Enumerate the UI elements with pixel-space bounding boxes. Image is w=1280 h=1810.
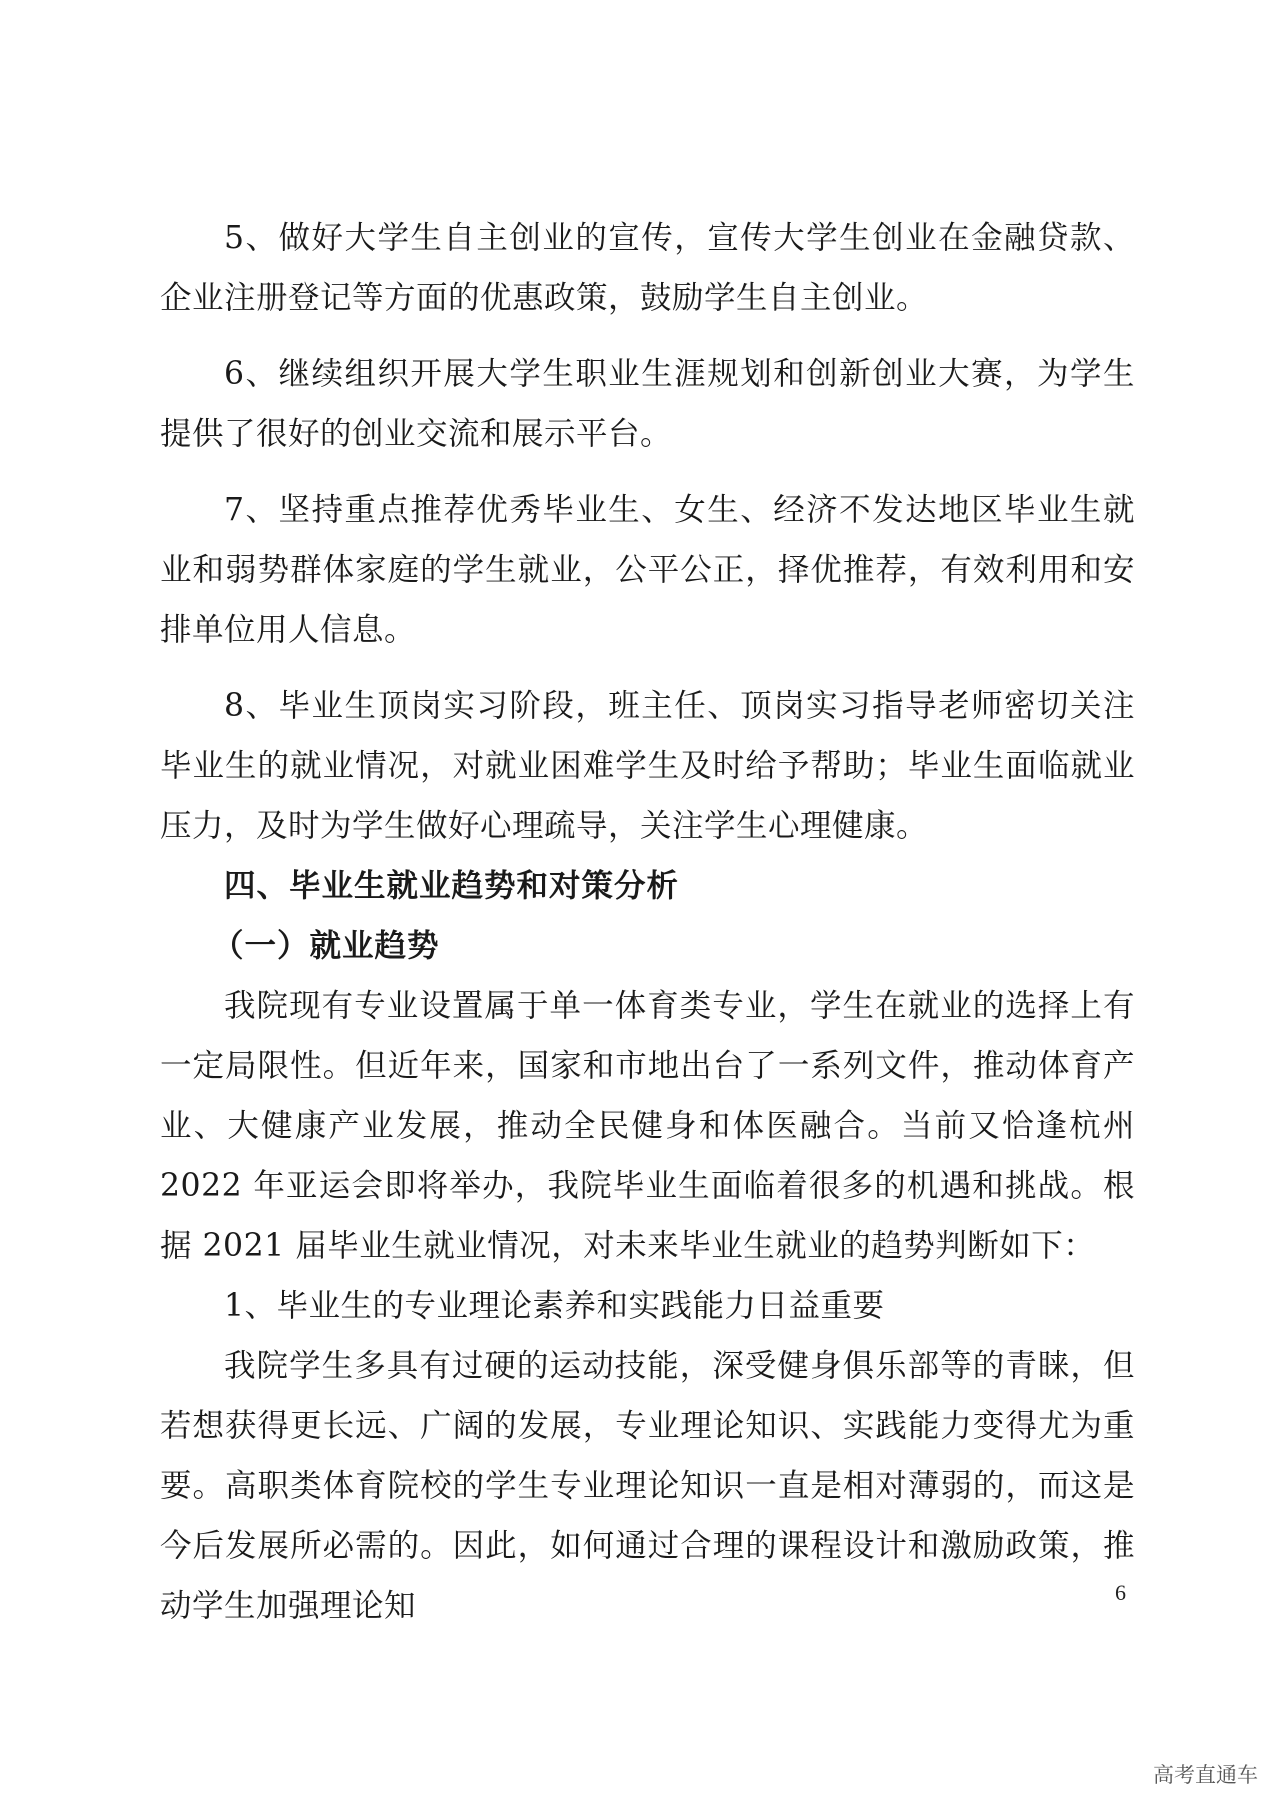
- subsection-heading: （一）就业趋势: [212, 927, 440, 964]
- paragraph-item-8: 8、毕业生顶岗实习阶段，班主任、顶岗实习指导老师密切关注毕业生的就业情况，对就业困难学生及时给予帮助；毕业生面临就业压力，及时为学生做好心理疏导，关注学生心理健康。: [160, 688, 1135, 844]
- section-heading: 四、毕业生就业趋势和对策分析: [224, 867, 680, 904]
- point-heading: 1、毕业生的专业理论素养和实践能力日益重要: [224, 1288, 885, 1324]
- paragraph-item-7: 7、坚持重点推荐优秀毕业生、女生、经济不发达地区毕业生就业和弱势群体家庭的学生就业，公平公正，择优推荐，有效利用和安排单位用人信息。: [160, 492, 1135, 648]
- document-body: [160, 208, 1135, 1636]
- trend-paragraph: 我院现有专业设置属于单一体育类专业，学生在就业的选择上有一定局限性。但近年来，国家和市地出台了一系列文件，推动体育产业、大健康产业发展，推动全民健身和体医融合。当前又恰逢杭州 2022 年亚运会即将举办，我院毕业生面临着很多的机遇和挑战。根据 2021 届毕业生就业情况，对未来毕业生就业的趋势判断如下：: [160, 988, 1135, 1264]
- paragraph-item-6: 6、继续组织开展大学生职业生涯规划和创新创业大赛，为学生提供了很好的创业交流和展示平台。: [160, 356, 1135, 452]
- page-number: 6: [1115, 1580, 1126, 1605]
- watermark-text: 高考直通车: [1153, 1763, 1258, 1787]
- paragraph-item-5: 5、做好大学生自主创业的宣传，宣传大学生创业在金融贷款、企业注册登记等方面的优惠政策，鼓励学生自主创业。: [160, 220, 1135, 316]
- point-paragraph: 我院学生多具有过硬的运动技能，深受健身俱乐部等的青睐，但若想获得更长远、广阔的发展，专业理论知识、实践能力变得尤为重要。高职类体育院校的学生专业理论知识一直是相对薄弱的，而这是今后发展所必需的。因此，如何通过合理的课程设计和激励政策，推动学生加强理论知: [160, 1348, 1135, 1624]
